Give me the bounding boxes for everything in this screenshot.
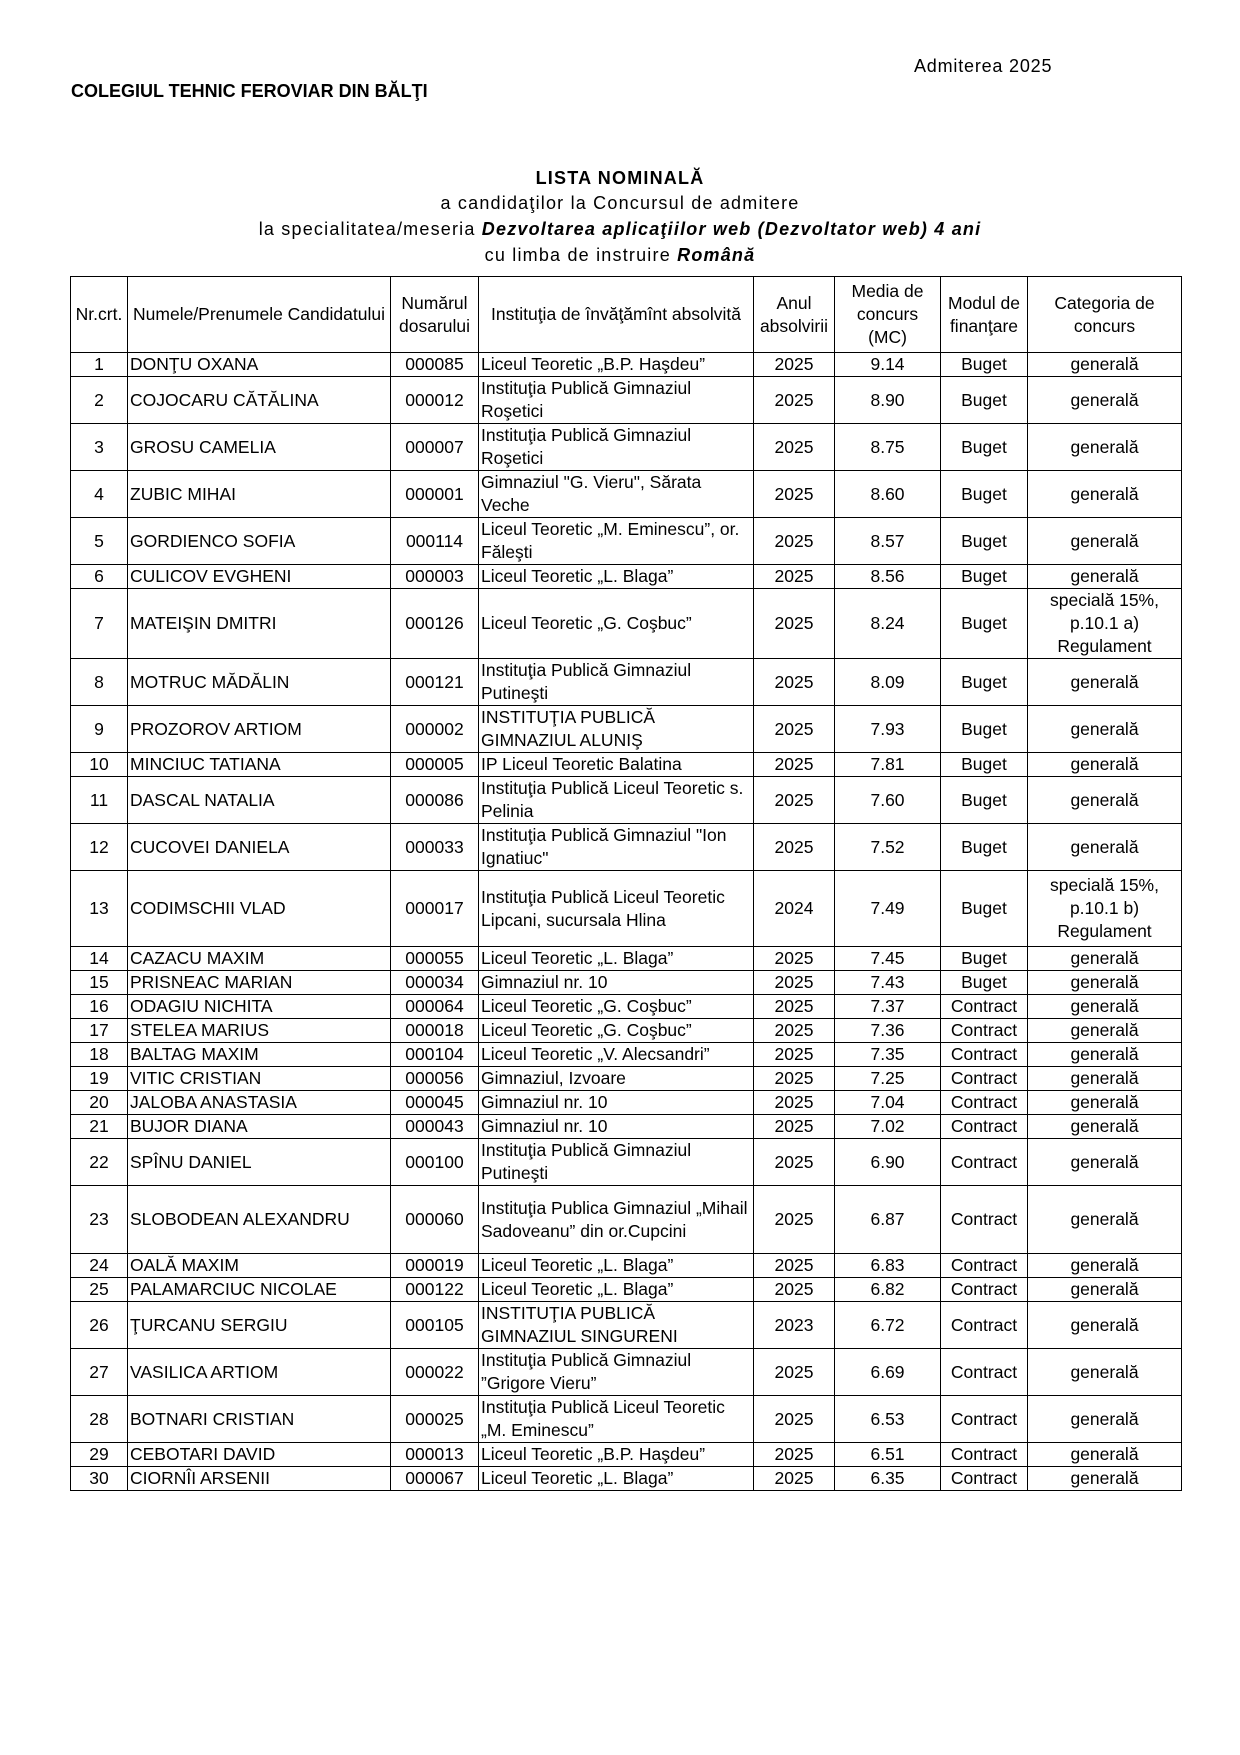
candidate-name: BUJOR DIANA <box>128 1115 391 1139</box>
header-name: Numele/Prenumele Candidatului <box>128 277 391 353</box>
graduation-year: 2025 <box>754 589 835 659</box>
financing-mode: Contract <box>941 1186 1028 1254</box>
candidate-name: VASILICA ARTIOM <box>128 1349 391 1396</box>
competition-category: generală <box>1028 471 1182 518</box>
candidate-name: CODIMSCHII VLAD <box>128 871 391 947</box>
specialty-name: Dezvoltarea aplicaţiilor web (Dezvoltator web) 4 ani <box>481 219 982 239</box>
candidate-name: CULICOV EVGHENI <box>128 565 391 589</box>
table-row <box>71 1396 1182 1443</box>
file-number: 000033 <box>391 824 479 871</box>
candidate-name: BALTAG MAXIM <box>128 1043 391 1067</box>
table-row <box>71 471 1182 518</box>
competition-category: generală <box>1028 424 1182 471</box>
table-row <box>71 1349 1182 1396</box>
graduation-year: 2025 <box>754 1043 835 1067</box>
competition-category: generală <box>1028 995 1182 1019</box>
financing-mode: Contract <box>941 1091 1028 1115</box>
average-score: 7.37 <box>835 995 941 1019</box>
average-score: 6.69 <box>835 1349 941 1396</box>
graduation-year: 2025 <box>754 753 835 777</box>
candidate-name: CIORNÎI ARSENII <box>128 1467 391 1491</box>
row-number: 17 <box>71 1019 128 1043</box>
table-row <box>71 659 1182 706</box>
college-name: COLEGIUL TEHNIC FEROVIAR DIN BĂLŢI <box>71 81 428 101</box>
financing-mode: Buget <box>941 589 1028 659</box>
file-number: 000055 <box>391 947 479 971</box>
financing-mode: Buget <box>941 753 1028 777</box>
graduation-year: 2024 <box>754 871 835 947</box>
candidate-name: GORDIENCO SOFIA <box>128 518 391 565</box>
financing-mode: Contract <box>941 1467 1028 1491</box>
file-number: 000034 <box>391 971 479 995</box>
table-row <box>71 1091 1182 1115</box>
average-score: 7.60 <box>835 777 941 824</box>
competition-category: generală <box>1028 947 1182 971</box>
specialty-prefix: la specialitatea/meseria <box>258 219 482 239</box>
row-number: 12 <box>71 824 128 871</box>
table-row <box>71 777 1182 824</box>
financing-mode: Buget <box>941 659 1028 706</box>
header-institution: Instituţia de învăţămînt absolvită <box>479 277 754 353</box>
row-number: 7 <box>71 589 128 659</box>
candidate-name: DASCAL NATALIA <box>128 777 391 824</box>
financing-mode: Contract <box>941 1254 1028 1278</box>
file-number: 000085 <box>391 353 479 377</box>
file-number: 000017 <box>391 871 479 947</box>
row-number: 24 <box>71 1254 128 1278</box>
candidate-name: MOTRUC MĂDĂLIN <box>128 659 391 706</box>
institution: Gimnaziul nr. 10 <box>479 1115 754 1139</box>
row-number: 28 <box>71 1396 128 1443</box>
financing-mode: Contract <box>941 1278 1028 1302</box>
candidate-name: CAZACU MAXIM <box>128 947 391 971</box>
row-number: 27 <box>71 1349 128 1396</box>
file-number: 000003 <box>391 565 479 589</box>
financing-mode: Contract <box>941 1115 1028 1139</box>
row-number: 1 <box>71 353 128 377</box>
financing-mode: Contract <box>941 1043 1028 1067</box>
graduation-year: 2025 <box>754 706 835 753</box>
file-number: 000100 <box>391 1139 479 1186</box>
candidate-name: OALĂ MAXIM <box>128 1254 391 1278</box>
competition-category: generală <box>1028 353 1182 377</box>
candidate-name: PROZOROV ARTIOM <box>128 706 391 753</box>
institution: INSTITUŢIA PUBLICĂ GIMNAZIUL ALUNIŞ <box>479 706 754 753</box>
file-number: 000126 <box>391 589 479 659</box>
average-score: 7.45 <box>835 947 941 971</box>
file-number: 000007 <box>391 424 479 471</box>
average-score: 7.35 <box>835 1043 941 1067</box>
average-score: 6.35 <box>835 1467 941 1491</box>
file-number: 000114 <box>391 518 479 565</box>
graduation-year: 2025 <box>754 947 835 971</box>
average-score: 8.75 <box>835 424 941 471</box>
institution: Gimnaziul nr. 10 <box>479 971 754 995</box>
average-score: 7.81 <box>835 753 941 777</box>
row-number: 26 <box>71 1302 128 1349</box>
table-row <box>71 1067 1182 1091</box>
average-score: 7.36 <box>835 1019 941 1043</box>
institution: INSTITUŢIA PUBLICĂ GIMNAZIUL SINGURENI <box>479 1302 754 1349</box>
candidate-name: ŢURCANU SERGIU <box>128 1302 391 1349</box>
competition-category: generală <box>1028 1139 1182 1186</box>
institution: Gimnaziul "G. Vieru", Sărata Veche <box>479 471 754 518</box>
institution: Instituţia Publică Gimnaziul Putineşti <box>479 659 754 706</box>
graduation-year: 2025 <box>754 377 835 424</box>
institution: Instituţia Publică Gimnaziul Roşetici <box>479 424 754 471</box>
institution: Instituţia Publică Liceul Teoretic s. Pelinia <box>479 777 754 824</box>
file-number: 000086 <box>391 777 479 824</box>
row-number: 15 <box>71 971 128 995</box>
candidate-name: BOTNARI CRISTIAN <box>128 1396 391 1443</box>
file-number: 000005 <box>391 753 479 777</box>
row-number: 20 <box>71 1091 128 1115</box>
row-number: 4 <box>71 471 128 518</box>
average-score: 8.57 <box>835 518 941 565</box>
competition-category: generală <box>1028 1115 1182 1139</box>
row-number: 13 <box>71 871 128 947</box>
graduation-year: 2025 <box>754 353 835 377</box>
candidate-name: PALAMARCIUC NICOLAE <box>128 1278 391 1302</box>
average-score: 6.51 <box>835 1443 941 1467</box>
competition-category: generală <box>1028 824 1182 871</box>
file-number: 000067 <box>391 1467 479 1491</box>
institution: Liceul Teoretic „L. Blaga” <box>479 1278 754 1302</box>
table-row <box>71 824 1182 871</box>
file-number: 000001 <box>391 471 479 518</box>
financing-mode: Buget <box>941 706 1028 753</box>
table-row <box>71 1186 1182 1254</box>
graduation-year: 2025 <box>754 1396 835 1443</box>
header-dosar: Numărul dosarului <box>391 277 479 353</box>
average-score: 7.02 <box>835 1115 941 1139</box>
document-subtitle: a candidaţilor la Concursul de admitere <box>440 193 800 213</box>
candidate-name: PRISNEAC MARIAN <box>128 971 391 995</box>
institution: Liceul Teoretic „B.P. Haşdeu” <box>479 1443 754 1467</box>
competition-category: generală <box>1028 1349 1182 1396</box>
financing-mode: Buget <box>941 947 1028 971</box>
table-row <box>71 706 1182 753</box>
table-row <box>71 1043 1182 1067</box>
financing-mode: Buget <box>941 471 1028 518</box>
graduation-year: 2025 <box>754 659 835 706</box>
file-number: 000013 <box>391 1443 479 1467</box>
competition-category: generală <box>1028 1043 1182 1067</box>
table-row <box>71 1254 1182 1278</box>
row-number: 2 <box>71 377 128 424</box>
graduation-year: 2025 <box>754 1115 835 1139</box>
candidate-name: SPÎNU DANIEL <box>128 1139 391 1186</box>
competition-category: generală <box>1028 1067 1182 1091</box>
file-number: 000060 <box>391 1186 479 1254</box>
file-number: 000043 <box>391 1115 479 1139</box>
average-score: 8.56 <box>835 565 941 589</box>
institution: IP Liceul Teoretic Balatina <box>479 753 754 777</box>
average-score: 6.83 <box>835 1254 941 1278</box>
competition-category: generală <box>1028 377 1182 424</box>
financing-mode: Buget <box>941 777 1028 824</box>
file-number: 000022 <box>391 1349 479 1396</box>
row-number: 6 <box>71 565 128 589</box>
financing-mode: Buget <box>941 971 1028 995</box>
graduation-year: 2025 <box>754 1443 835 1467</box>
row-number: 8 <box>71 659 128 706</box>
financing-mode: Contract <box>941 1067 1028 1091</box>
competition-category: generală <box>1028 1019 1182 1043</box>
competition-category: generală <box>1028 659 1182 706</box>
competition-category: generală <box>1028 1396 1182 1443</box>
financing-mode: Contract <box>941 1349 1028 1396</box>
financing-mode: Buget <box>941 824 1028 871</box>
institution: Instituţia Publică Liceul Teoretic „M. Eminescu” <box>479 1396 754 1443</box>
average-score: 6.72 <box>835 1302 941 1349</box>
competition-category: generală <box>1028 706 1182 753</box>
row-number: 3 <box>71 424 128 471</box>
table-row <box>71 518 1182 565</box>
graduation-year: 2025 <box>754 777 835 824</box>
table-row <box>71 1115 1182 1139</box>
graduation-year: 2025 <box>754 971 835 995</box>
financing-mode: Contract <box>941 1396 1028 1443</box>
table-row <box>71 424 1182 471</box>
row-number: 19 <box>71 1067 128 1091</box>
row-number: 10 <box>71 753 128 777</box>
file-number: 000045 <box>391 1091 479 1115</box>
table-row <box>71 1443 1182 1467</box>
institution: Liceul Teoretic „L. Blaga” <box>479 1254 754 1278</box>
file-number: 000064 <box>391 995 479 1019</box>
institution: Liceul Teoretic „L. Blaga” <box>479 947 754 971</box>
competition-category: generală <box>1028 565 1182 589</box>
specialty-line <box>0 216 1240 242</box>
table-row <box>71 947 1182 971</box>
table-row <box>71 1019 1182 1043</box>
language-name: Română <box>677 245 756 265</box>
graduation-year: 2025 <box>754 424 835 471</box>
row-number: 5 <box>71 518 128 565</box>
financing-mode: Buget <box>941 353 1028 377</box>
institution: Liceul Teoretic „B.P. Haşdeu” <box>479 353 754 377</box>
admission-year-label: Admiterea 2025 <box>914 56 1053 76</box>
average-score: 7.04 <box>835 1091 941 1115</box>
graduation-year: 2025 <box>754 471 835 518</box>
institution: Gimnaziul, Izvoare <box>479 1067 754 1091</box>
graduation-year: 2025 <box>754 1467 835 1491</box>
institution: Instituţia Publică Gimnaziul "Ion Ignatiuc" <box>479 824 754 871</box>
institution: Liceul Teoretic „V. Alecsandri” <box>479 1043 754 1067</box>
average-score: 6.90 <box>835 1139 941 1186</box>
competition-category: generală <box>1028 753 1182 777</box>
institution: Liceul Teoretic „G. Coşbuc” <box>479 589 754 659</box>
institution: Instituţia Publică Gimnaziul ”Grigore Vieru” <box>479 1349 754 1396</box>
competition-category: generală <box>1028 1091 1182 1115</box>
institution: Liceul Teoretic „G. Coşbuc” <box>479 995 754 1019</box>
row-number: 16 <box>71 995 128 1019</box>
document-title: LISTA NOMINALĂ <box>535 168 705 188</box>
candidate-name: DONŢU OXANA <box>128 353 391 377</box>
candidate-name: ZUBIC MIHAI <box>128 471 391 518</box>
file-number: 000019 <box>391 1254 479 1278</box>
average-score: 7.52 <box>835 824 941 871</box>
table-row <box>71 1139 1182 1186</box>
file-number: 000104 <box>391 1043 479 1067</box>
table-row <box>71 377 1182 424</box>
candidate-name: MINCIUC TATIANA <box>128 753 391 777</box>
average-score: 8.09 <box>835 659 941 706</box>
financing-mode: Contract <box>941 1443 1028 1467</box>
table-row <box>71 753 1182 777</box>
candidate-name: JALOBA ANASTASIA <box>128 1091 391 1115</box>
header-category: Categoria de concurs <box>1028 277 1182 353</box>
row-number: 14 <box>71 947 128 971</box>
graduation-year: 2025 <box>754 1067 835 1091</box>
competition-category: generală <box>1028 777 1182 824</box>
graduation-year: 2025 <box>754 1278 835 1302</box>
competition-category: specială 15%, p.10.1 b) Regulament <box>1028 871 1182 947</box>
institution: Instituţia Publică Liceul Teoretic Lipcani, sucursala Hlina <box>479 871 754 947</box>
graduation-year: 2025 <box>754 824 835 871</box>
competition-category: generală <box>1028 971 1182 995</box>
competition-category: generală <box>1028 1254 1182 1278</box>
header-financing: Modul de finanţare <box>941 277 1028 353</box>
financing-mode: Contract <box>941 1019 1028 1043</box>
file-number: 000025 <box>391 1396 479 1443</box>
graduation-year: 2025 <box>754 518 835 565</box>
table-row <box>71 1278 1182 1302</box>
average-score: 8.24 <box>835 589 941 659</box>
financing-mode: Buget <box>941 871 1028 947</box>
financing-mode: Buget <box>941 424 1028 471</box>
competition-category: generală <box>1028 518 1182 565</box>
row-number: 22 <box>71 1139 128 1186</box>
competition-category: specială 15%, p.10.1 a) Regulament <box>1028 589 1182 659</box>
file-number: 000018 <box>391 1019 479 1043</box>
table-row <box>71 589 1182 659</box>
average-score: 8.90 <box>835 377 941 424</box>
average-score: 6.87 <box>835 1186 941 1254</box>
institution: Instituţia Publica Gimnaziul „Mihail Sadoveanu” din or.Cupcini <box>479 1186 754 1254</box>
row-number: 23 <box>71 1186 128 1254</box>
row-number: 11 <box>71 777 128 824</box>
candidate-name: CEBOTARI DAVID <box>128 1443 391 1467</box>
table-row <box>71 1467 1182 1491</box>
candidate-name: VITIC CRISTIAN <box>128 1067 391 1091</box>
average-score: 6.53 <box>835 1396 941 1443</box>
institution: Gimnaziul nr. 10 <box>479 1091 754 1115</box>
competition-category: generală <box>1028 1278 1182 1302</box>
candidate-name: COJOCARU CĂTĂLINA <box>128 377 391 424</box>
competition-category: generală <box>1028 1302 1182 1349</box>
table-row <box>71 995 1182 1019</box>
competition-category: generală <box>1028 1443 1182 1467</box>
graduation-year: 2025 <box>754 1254 835 1278</box>
row-number: 9 <box>71 706 128 753</box>
file-number: 000056 <box>391 1067 479 1091</box>
row-number: 25 <box>71 1278 128 1302</box>
financing-mode: Contract <box>941 995 1028 1019</box>
candidate-name: STELEA MARIUS <box>128 1019 391 1043</box>
candidate-name: SLOBODEAN ALEXANDRU <box>128 1186 391 1254</box>
average-score: 9.14 <box>835 353 941 377</box>
average-score: 6.82 <box>835 1278 941 1302</box>
average-score: 7.43 <box>835 971 941 995</box>
institution: Liceul Teoretic „G. Coşbuc” <box>479 1019 754 1043</box>
row-number: 29 <box>71 1443 128 1467</box>
candidate-name: GROSU CAMELIA <box>128 424 391 471</box>
table-row <box>71 565 1182 589</box>
graduation-year: 2023 <box>754 1302 835 1349</box>
candidates-table <box>70 276 1182 1491</box>
row-number: 30 <box>71 1467 128 1491</box>
graduation-year: 2025 <box>754 1349 835 1396</box>
financing-mode: Contract <box>941 1302 1028 1349</box>
financing-mode: Contract <box>941 1139 1028 1186</box>
competition-category: generală <box>1028 1467 1182 1491</box>
table-row <box>71 353 1182 377</box>
header-average: Media de concurs (MC) <box>835 277 941 353</box>
financing-mode: Buget <box>941 518 1028 565</box>
file-number: 000012 <box>391 377 479 424</box>
institution: Liceul Teoretic „L. Blaga” <box>479 565 754 589</box>
file-number: 000105 <box>391 1302 479 1349</box>
table-row <box>71 1302 1182 1349</box>
graduation-year: 2025 <box>754 1186 835 1254</box>
language-line <box>0 242 1240 268</box>
file-number: 000122 <box>391 1278 479 1302</box>
table-header-row <box>71 277 1182 353</box>
average-score: 7.93 <box>835 706 941 753</box>
header-year: Anul absolvirii <box>754 277 835 353</box>
row-number: 18 <box>71 1043 128 1067</box>
average-score: 8.60 <box>835 471 941 518</box>
table-row <box>71 871 1182 947</box>
average-score: 7.25 <box>835 1067 941 1091</box>
file-number: 000121 <box>391 659 479 706</box>
institution: Instituţia Publică Gimnaziul Putineşti <box>479 1139 754 1186</box>
institution: Instituţia Publică Gimnaziul Roşetici <box>479 377 754 424</box>
candidate-name: CUCOVEI DANIELA <box>128 824 391 871</box>
graduation-year: 2025 <box>754 1139 835 1186</box>
graduation-year: 2025 <box>754 1091 835 1115</box>
graduation-year: 2025 <box>754 565 835 589</box>
financing-mode: Buget <box>941 377 1028 424</box>
language-prefix: cu limba de instruire <box>484 245 678 265</box>
competition-category: generală <box>1028 1186 1182 1254</box>
institution: Liceul Teoretic „M. Eminescu”, or. Făleşti <box>479 518 754 565</box>
file-number: 000002 <box>391 706 479 753</box>
average-score: 7.49 <box>835 871 941 947</box>
header-nr: Nr.crt. <box>71 277 128 353</box>
row-number: 21 <box>71 1115 128 1139</box>
candidate-name: MATEIŞIN DMITRI <box>128 589 391 659</box>
graduation-year: 2025 <box>754 1019 835 1043</box>
financing-mode: Buget <box>941 565 1028 589</box>
table-row <box>71 971 1182 995</box>
institution: Liceul Teoretic „L. Blaga” <box>479 1467 754 1491</box>
candidate-name: ODAGIU NICHITA <box>128 995 391 1019</box>
graduation-year: 2025 <box>754 995 835 1019</box>
